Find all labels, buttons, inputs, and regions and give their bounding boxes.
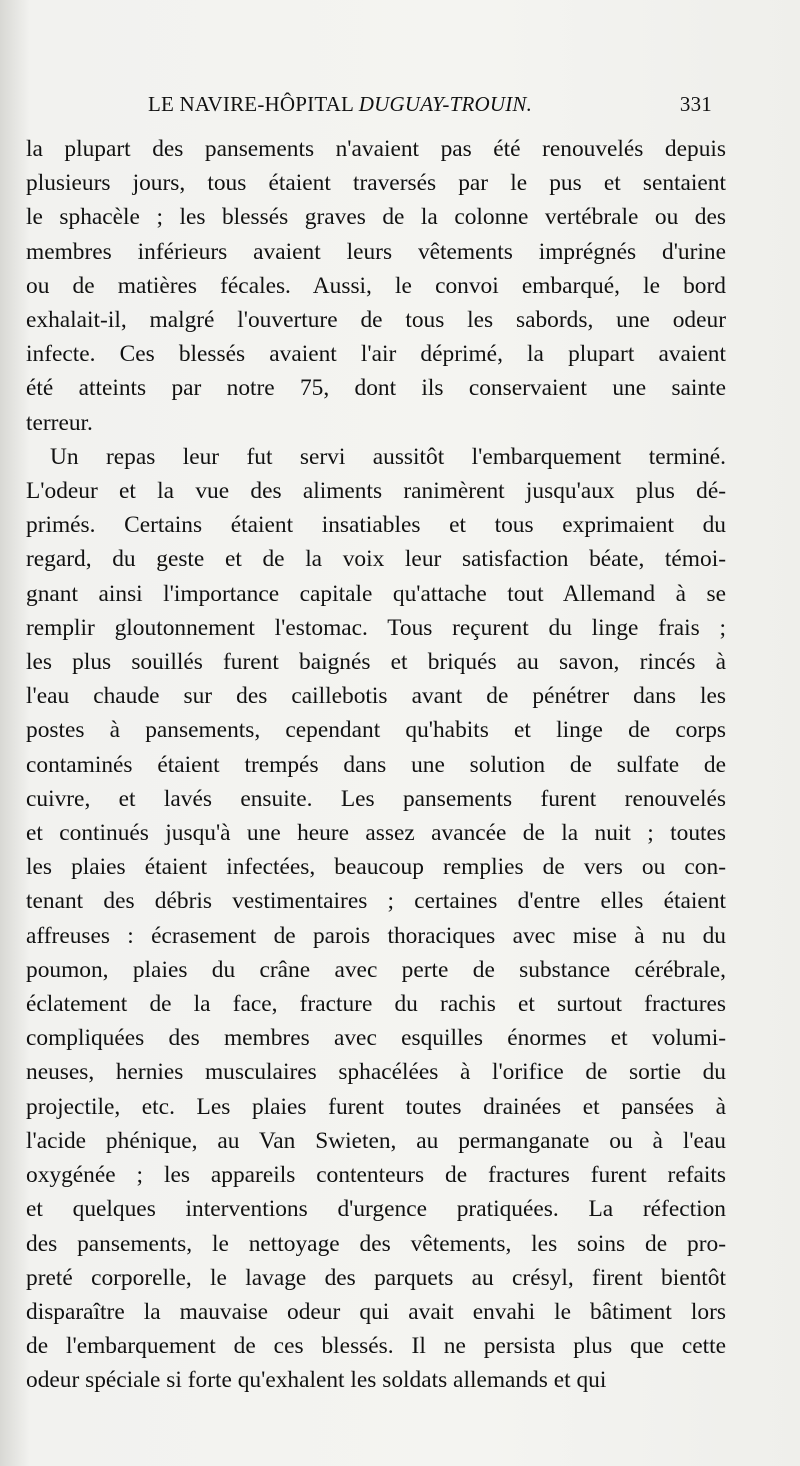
text-line: des pansements, le nettoyage des vêtements, les soins de pro- bbox=[26, 1230, 726, 1257]
text-line: et quelques interventions d'urgence pratiquées. La réfection bbox=[26, 1196, 726, 1223]
text-line: disparaître la mauvaise odeur qui avait envahi le bâtiment lors bbox=[26, 1298, 726, 1325]
text-line: gnant ainsi l'importance capitale qu'attache tout Allemand à se bbox=[26, 580, 726, 607]
text-line: ou de matières fécales. Aussi, le convoi embarqué, le bord bbox=[26, 272, 726, 299]
text-line: oxygénée ; les appareils contenteurs de fractures furent refaits bbox=[26, 1162, 726, 1189]
text-line: contaminés étaient trempés dans une solution de sulfate de bbox=[26, 751, 726, 778]
text-line: tenant des débris vestimentaires ; certaines d'entre elles étaient bbox=[26, 888, 726, 915]
text-line: les plaies étaient infectées, beaucoup remplies de vers ou con- bbox=[26, 854, 726, 881]
text-line: été atteints par notre 75, dont ils conservaient une sainte bbox=[26, 375, 726, 402]
running-title bbox=[148, 92, 532, 117]
text-line: poumon, plaies du crâne avec perte de substance cérébrale, bbox=[26, 956, 726, 983]
text-line: l'eau chaude sur des caillebotis avant de pénétrer dans les bbox=[26, 683, 726, 710]
text-line: éclatement de la face, fracture du rachis et surtout fractures bbox=[26, 991, 726, 1018]
text-line: les plus souillés furent baignés et briqués au savon, rincés à bbox=[26, 649, 726, 676]
text-line: plusieurs jours, tous étaient traversés par le pus et sentaient bbox=[26, 170, 726, 197]
text-line: l'acide phénique, au Van Swieten, au permanganate ou à l'eau bbox=[26, 1127, 726, 1154]
text-line: Un repas leur fut servi aussitôt l'embarquement terminé. bbox=[50, 443, 726, 470]
body-text bbox=[26, 132, 726, 1398]
text-line: remplir gloutonnement l'estomac. Tous reçurent du linge frais ; bbox=[26, 614, 726, 641]
text-line: neuses, hernies musculaires sphacélées à l'orifice de sortie du bbox=[26, 1059, 726, 1086]
text-line: postes à pansements, cependant qu'habits et linge de corps bbox=[26, 717, 726, 744]
running-head bbox=[0, 92, 800, 122]
text-line: infecte. Ces blessés avaient l'air déprimé, la plupart avaient bbox=[26, 341, 726, 368]
running-title-ship-name: DUGUAY-TROUIN. bbox=[358, 92, 533, 116]
text-line: L'odeur et la vue des aliments ranimèrent jusqu'aux plus dé- bbox=[26, 478, 726, 505]
running-title-prefix: LE NAVIRE-HÔPITAL bbox=[148, 92, 359, 116]
text-line: terreur. bbox=[26, 409, 93, 436]
text-line: odeur spéciale si forte qu'exhalent les soldats allemands et qui bbox=[26, 1367, 607, 1394]
text-line: le sphacèle ; les blessés graves de la colonne vertébrale ou des bbox=[26, 204, 726, 231]
text-line: projectile, etc. Les plaies furent toutes drainées et pansées à bbox=[26, 1093, 726, 1120]
text-line: de l'embarquement de ces blessés. Il ne persista plus que cette bbox=[26, 1333, 726, 1360]
text-line: membres inférieurs avaient leurs vêtements imprégnés d'urine bbox=[26, 238, 726, 265]
text-line: primés. Certains étaient insatiables et tous exprimaient du bbox=[26, 512, 726, 539]
paragraph bbox=[26, 440, 726, 1398]
text-line: compliquées des membres avec esquilles énormes et volumi- bbox=[26, 1025, 726, 1052]
paragraph bbox=[26, 132, 726, 440]
text-line: regard, du geste et de la voix leur satisfaction béate, témoi- bbox=[26, 546, 726, 573]
text-line: cuivre, et lavés ensuite. Les pansements furent renouvelés bbox=[26, 785, 726, 812]
text-line: preté corporelle, le lavage des parquets au crésyl, firent bientôt bbox=[26, 1264, 726, 1291]
text-line: affreuses : écrasement de parois thoraciques avec mise à nu du bbox=[26, 922, 726, 949]
text-line: exhalait-il, malgré l'ouverture de tous les sabords, une odeur bbox=[26, 307, 726, 334]
page-number: 331 bbox=[679, 92, 712, 116]
text-line: et continués jusqu'à une heure assez avancée de la nuit ; toutes bbox=[26, 820, 726, 847]
text-line: la plupart des pansements n'avaient pas été renouvelés depuis bbox=[26, 136, 726, 162]
